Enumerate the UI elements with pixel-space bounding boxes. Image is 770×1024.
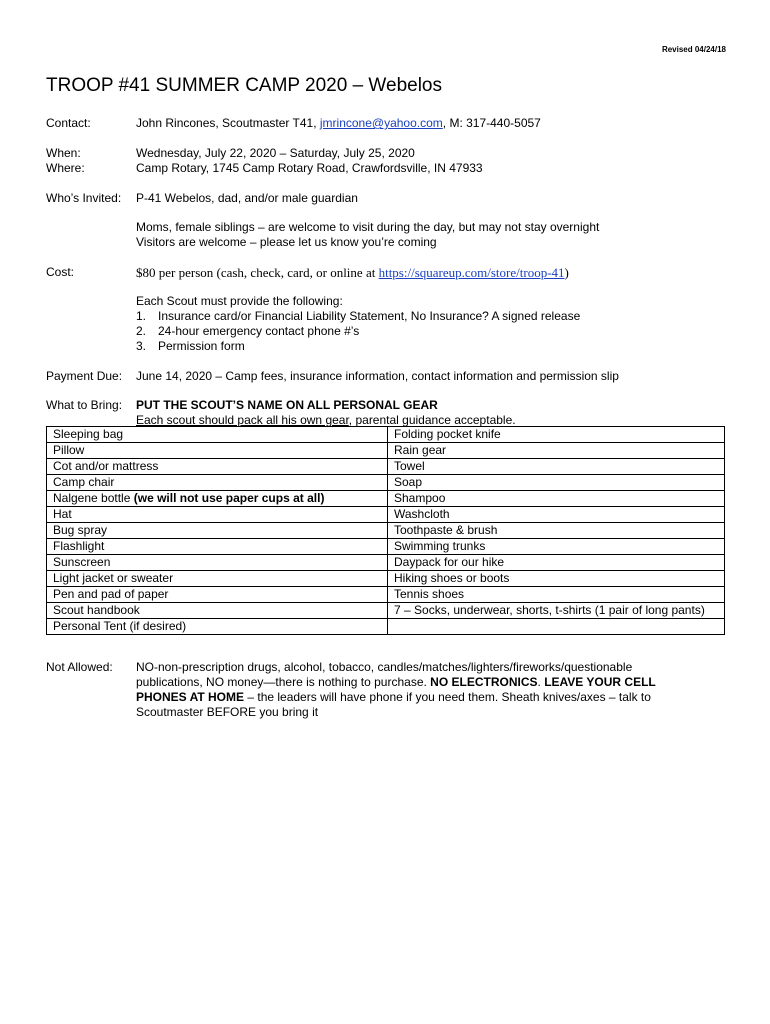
gear-row [47, 443, 725, 459]
store-link[interactable]: https://squareup.com/store/troop-41 [378, 265, 565, 280]
gear-item-right [388, 555, 725, 571]
gear-row [47, 491, 725, 507]
gear-item-text: Personal Tent (if desired) [53, 619, 187, 633]
bring-label: What to Bring: [46, 398, 123, 412]
gear-item-text: Pillow [53, 443, 85, 457]
gear-item-right [388, 491, 725, 507]
provide-item-number: 3. [136, 339, 147, 353]
provide-item-number: 1. [136, 309, 147, 323]
gear-item-left [47, 475, 388, 491]
gear-item-text: Hat [53, 507, 72, 521]
gear-item-right [388, 459, 725, 475]
gear-item-right [388, 507, 725, 523]
gear-row [47, 459, 725, 475]
invited-note-1-text: Moms, female siblings – are welcome to visit during the day, but may not stay overnight [136, 220, 600, 234]
gear-row [47, 507, 725, 523]
gear-row [47, 587, 725, 603]
contact-value [136, 116, 541, 131]
gear-item-text: Sunscreen [53, 555, 111, 569]
bring-sub-underlined: Each scout should pack all his own gear [136, 413, 349, 427]
page-title: TROOP #41 SUMMER CAMP 2020 – Webelos [46, 75, 442, 96]
cost-label: Cost: [46, 265, 75, 279]
bring-heading: PUT THE SCOUT’S NAME ON ALL PERSONAL GEAR [136, 398, 438, 412]
gear-item-left [47, 619, 388, 635]
not-allowed-text: . [537, 675, 545, 689]
gear-item-right [388, 539, 725, 555]
gear-item-left [47, 571, 388, 587]
not-allowed-line-1: NO-non-prescription drugs, alcohol, tobacco, candles/matches/lighters/fireworks/questionable [136, 660, 633, 674]
gear-item-text: Swimming trunks [394, 539, 486, 553]
provide-intro-text: Each Scout must provide the following: [136, 294, 343, 308]
contact-suffix: , M: 317-440-5057 [442, 116, 541, 130]
gear-item-text: Flashlight [53, 539, 105, 553]
gear-item-text: Pen and pad of paper [53, 587, 169, 601]
provide-item-text: Insurance card/or Financial Liability Statement, No Insurance? A signed release [158, 309, 581, 323]
invited-label: Who’s Invited: [46, 191, 122, 205]
gear-item-text: Hiking shoes or boots [394, 571, 510, 585]
contact-prefix: John Rincones, Scoutmaster T41, [136, 116, 320, 130]
gear-item-left [47, 491, 388, 507]
gear-row [47, 523, 725, 539]
no-electronics-text: NO ELECTRONICS [430, 675, 538, 689]
gear-item-left [47, 555, 388, 571]
not-allowed-text: – the leaders will have phone if you need them. Sheath knives/axes – talk to [244, 690, 651, 704]
invited-note-2-text: Visitors are welcome – please let us know you’re coming [136, 235, 437, 249]
gear-row [47, 475, 725, 491]
gear-row [47, 571, 725, 587]
contact-label: Contact: [46, 116, 91, 130]
phones-at-home-text: PHONES AT HOME [136, 690, 245, 704]
gear-item-left [47, 603, 388, 619]
gear-item-text: Camp chair [53, 475, 115, 489]
gear-item-text: Towel [394, 459, 425, 473]
gear-item-text: Tennis shoes [394, 587, 465, 601]
gear-item-right [388, 571, 725, 587]
gear-item-text: Cot and/or mattress [53, 459, 159, 473]
gear-item-text: Rain gear [394, 443, 447, 457]
gear-item-right [388, 443, 725, 459]
gear-item-right [388, 619, 725, 635]
not-allowed-label: Not Allowed: [46, 660, 113, 674]
invited-value: P-41 Webelos, dad, and/or male guardian [136, 191, 358, 205]
gear-item-text: Daypack for our hike [394, 555, 505, 569]
gear-row [47, 427, 725, 443]
leave-phone-text: LEAVE YOUR CELL [544, 675, 656, 689]
cost-prefix: $80 per person (cash, check, card, or online at [136, 265, 379, 280]
gear-item-left [47, 459, 388, 475]
not-allowed-text: Scoutmaster BEFORE you bring it [136, 705, 319, 719]
where-label: Where: [46, 161, 85, 175]
gear-row [47, 619, 725, 635]
provide-item-number: 2. [136, 324, 147, 338]
gear-item-text: Scout handbook [53, 603, 140, 617]
gear-item-right [388, 475, 725, 491]
gear-item-left [47, 507, 388, 523]
gear-item-left [47, 427, 388, 443]
gear-item-right [388, 427, 725, 443]
when-value: Wednesday, July 22, 2020 – Saturday, July 25, 2020 [136, 146, 415, 160]
gear-item-left [47, 539, 388, 555]
bring-sub-rest: , parental guidance acceptable. [348, 413, 516, 427]
gear-item-left [47, 443, 388, 459]
gear-item-text: Washcloth [394, 507, 450, 521]
contact-email-link[interactable]: jmrincone@yahoo.com [319, 116, 443, 130]
nalgene-note: (we will not use paper cups at all) [133, 491, 325, 505]
where-value: Camp Rotary, 1745 Camp Rotary Road, Crawfordsville, IN 47933 [136, 161, 483, 175]
gear-item-right [388, 587, 725, 603]
cost-suffix: ) [564, 265, 569, 280]
provide-item-text: Permission form [158, 339, 245, 353]
gear-item-text: Bug spray [53, 523, 108, 537]
gear-item-text: Shampoo [394, 491, 446, 505]
cost-value [136, 265, 569, 280]
gear-item-text: Light jacket or sweater [53, 571, 174, 585]
gear-row [47, 539, 725, 555]
payment-value: June 14, 2020 – Camp fees, insurance information, contact information and permission slip [136, 369, 619, 383]
gear-item-text: Folding pocket knife [394, 427, 501, 441]
gear-item-text: 7 – Socks, underwear, shorts, t-shirts (1 pair of long pants) [394, 603, 705, 617]
gear-table [46, 426, 725, 635]
payment-label: Payment Due: [46, 369, 123, 383]
gear-item-left [47, 523, 388, 539]
gear-item-text: Sleeping bag [53, 427, 124, 441]
gear-item-text: Soap [394, 475, 423, 489]
gear-item-text: Toothpaste & brush [394, 523, 498, 537]
gear-item-right [388, 523, 725, 539]
gear-item-text: Nalgene bottle [53, 491, 134, 505]
gear-row [47, 603, 725, 619]
when-label: When: [46, 146, 81, 160]
gear-item-right [388, 603, 725, 619]
revised-date: Revised 04/24/18 [661, 45, 726, 54]
gear-row [47, 555, 725, 571]
not-allowed-text: publications, NO money—there is nothing to purchase. [136, 675, 431, 689]
gear-item-left [47, 587, 388, 603]
provide-item-text: 24-hour emergency contact phone #’s [158, 324, 360, 338]
